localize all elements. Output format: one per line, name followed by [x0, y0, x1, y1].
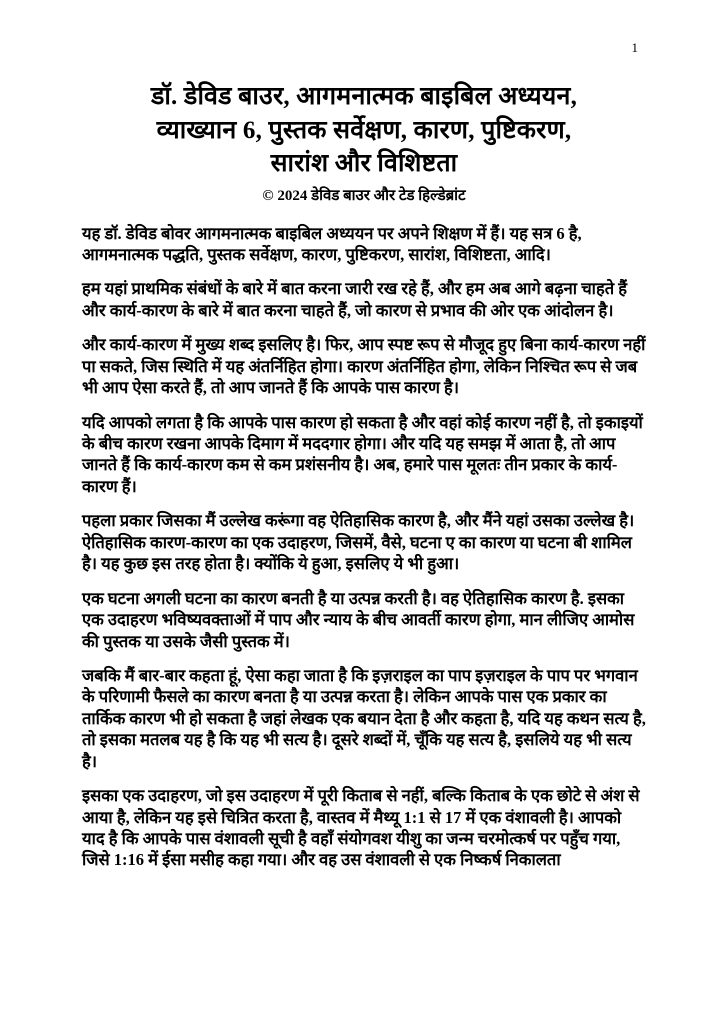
title-line-1: डॉ. डेविड बाउर, आगमनात्मक बाइबिल अध्ययन, [150, 83, 578, 110]
paragraph-7: जबकि मैं बार-बार कहता हूं, ऐसा कहा जाता है कि इज़राइल का पाप इज़राइल के पाप पर भगवान के परिणामी फैसले का कारण बनता है या उत्पन्न करता है। लेकिन आपके पास एक प्रकार का तार्किक कारण भी हो सकता है जहां लेखक एक बयान देता है और कहता है, यदि यह कथन सत्य है, तो इसका मतलब यह है कि यह भी सत्य है। दूसरे शब्दों में, चूँकि यह सत्य है, इसलिये यह भी सत्य है। [82, 665, 646, 771]
title-line-3: सारांश और विशिष्टता [270, 150, 458, 177]
paragraph-2: हम यहां प्राथमिक संबंधों के बारे में बात करना जारी रख रहे हैं, और हम अब आगे बढ़ना चाहते हैं और कार्य-कारण के बारे में बात करना चाहते हैं, जो कारण से प्रभाव की ओर एक आंदोलन है। [82, 279, 627, 320]
document-title [82, 80, 646, 181]
paragraph-8: इसका एक उदाहरण, जो इस उदाहरण में पूरी किताब से नहीं, बल्कि किताब के एक छोटे से अंश से आया है, लेकिन यह इसे चित्रित करता है, वास्तव में मैथ्यू 1:1 से 17 में एक वंशावली है। आपको याद है कि आपके पास वंशावली सूची है वहाँ संयोगवश यीशु का जन्म चरमोत्कर्ष पर पहुँच गया, जिसे 1:16 में ईसा मसीह कहा गया। और वह उस वंशावली से एक निष्कर्ष निकालता [82, 786, 640, 870]
page-number: 1 [631, 40, 638, 55]
title-line-2: व्याख्यान 6, पुस्तक सर्वेक्षण, कारण, पुष्टिकरण, [156, 116, 572, 144]
paragraph-5: पहला प्रकार जिसका मैं उल्लेख करूंगा वह ऐतिहासिक कारण है, और मैंने यहां उसका उल्लेख है। ऐतिहासिक कारण-कारण का एक उदाहरण, जिसमें, वैसे, घटना ए का कारण या घटना बी शामिल है। यह कुछ इस तरह होता है। क्योंकि ये हुआ, इसलिए ये भी हुआ। [82, 511, 635, 574]
paragraph-4: यदि आपको लगता है कि आपके पास कारण हो सकता है और वहां कोई कारण नहीं है, तो इकाइयों के बीच कारण रखना आपके दिमाग में मददगार होगा। और यदि यह समझ में आता है, तो आप जानते हैं कि कार्य-कारण कम से कम प्रशंसनीय है। अब, हमारे पास मूलतः तीन प्रकार के कार्य-कारण हैं। [82, 412, 643, 496]
document-body [82, 223, 646, 871]
paragraph-6: एक घटना अगली घटना का कारण बनती है या उत्पन्न करती है। वह ऐतिहासिक कारण है. इसका एक उदाहरण भविष्यवक्ताओं में पाप और न्याय के बीच आवर्ती कारण होगा, मान लीजिए आमोस की पुस्तक या उसके जैसी पुस्तक में। [82, 588, 635, 651]
paragraph-1: यह डॉ. डेविड बोवर आगमनात्मक बाइबिल अध्ययन पर अपने शिक्षण में हैं। यह सत्र 6 है, आगमनात्मक पद्धति, पुस्तक सर्वेक्षण, कारण, पुष्टिकरण, सारांश, विशिष्टता, आदि। [82, 223, 582, 264]
copyright-line: © 2024 डेविड बाउर और टेड हिल्डेब्रांट [262, 187, 466, 204]
paragraph-3: और कार्य-कारण में मुख्य शब्द इसलिए है। फिर, आप स्पष्ट रूप से मौजूद हुए बिना कार्य-कारण नहीं पा सकते, जिस स्थिति में यह अंतर्निहित होगा। कारण अंतर्निहित होगा, लेकिन निश्चित रूप से जब भी आप ऐसा करते हैं, तो आप जानते हैं कि आपके पास कारण है। [82, 335, 646, 398]
document-content [82, 80, 646, 884]
